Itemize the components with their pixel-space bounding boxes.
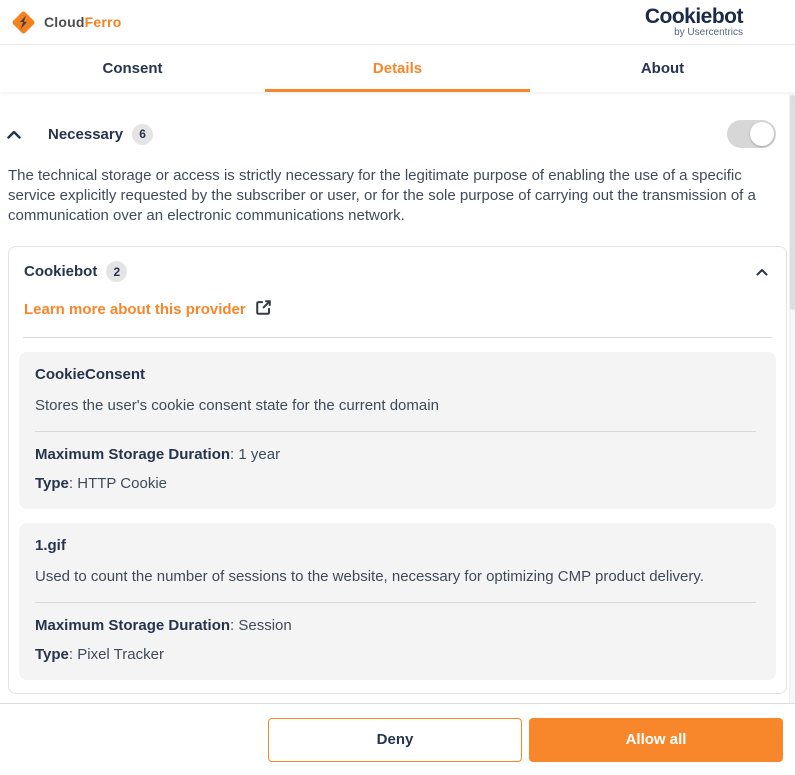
category-count-badge: 6 bbox=[132, 124, 153, 145]
cookie-divider bbox=[35, 602, 756, 603]
cookie-divider bbox=[35, 431, 756, 432]
banner-footer bbox=[0, 703, 795, 775]
provider-card-cookiebot bbox=[8, 246, 787, 694]
type-value: Pixel Tracker bbox=[77, 646, 164, 663]
learn-more-label: Learn more about this provider bbox=[24, 301, 246, 318]
cookie-card-1gif bbox=[19, 523, 776, 680]
cookiebot-wordmark: Cookiebot bbox=[644, 5, 743, 28]
provider-collapse-chevron-up-icon[interactable] bbox=[754, 264, 770, 280]
cookie-duration-row bbox=[35, 446, 762, 463]
colon-separator: : bbox=[68, 475, 78, 492]
cookie-card-cookieconsent bbox=[19, 352, 776, 509]
cookie-name: CookieConsent bbox=[35, 366, 146, 383]
type-value: HTTP Cookie bbox=[77, 475, 168, 492]
learn-more-provider-link[interactable] bbox=[24, 299, 272, 320]
external-link-icon bbox=[255, 299, 272, 320]
cookie-type-row bbox=[35, 475, 762, 492]
details-scroll-area bbox=[0, 92, 795, 775]
provider-count-badge: 2 bbox=[106, 261, 127, 282]
cloudferro-diamond-icon bbox=[10, 9, 37, 36]
cloudferro-word-cloud: Cloud bbox=[44, 14, 85, 30]
duration-label: Maximum Storage Duration bbox=[35, 617, 231, 634]
duration-value: 1 year bbox=[238, 446, 281, 463]
cookie-type-row bbox=[35, 646, 762, 663]
cloudferro-word-ferro: Ferro bbox=[84, 14, 122, 30]
tab-about[interactable]: About bbox=[640, 60, 685, 77]
cookie-description: Used to count the number of sessions to the website, necessary for optimizing CMP product delivery. bbox=[35, 568, 704, 585]
deny-button[interactable]: Deny bbox=[268, 718, 522, 762]
cloudferro-logo bbox=[10, 9, 121, 36]
collapse-chevron-up-icon[interactable] bbox=[6, 126, 22, 142]
tab-bar bbox=[0, 45, 795, 92]
category-title-necessary: Necessary bbox=[48, 125, 124, 143]
cookie-duration-row bbox=[35, 617, 762, 634]
duration-label: Maximum Storage Duration bbox=[35, 446, 231, 463]
duration-value: Session bbox=[238, 617, 292, 634]
banner-header bbox=[0, 0, 795, 45]
type-label: Type bbox=[35, 475, 69, 492]
cloudferro-wordmark bbox=[44, 14, 121, 30]
toggle-knob bbox=[750, 122, 774, 146]
provider-header bbox=[9, 247, 786, 282]
cookie-name: 1.gif bbox=[35, 537, 66, 554]
cookiebot-byline: by Usercentrics bbox=[674, 27, 743, 38]
colon-separator: : bbox=[230, 446, 239, 463]
colon-separator: : bbox=[230, 617, 239, 634]
cookie-description: Stores the user's cookie consent state for the current domain bbox=[35, 397, 439, 414]
type-label: Type bbox=[35, 646, 69, 663]
colon-separator: : bbox=[68, 646, 78, 663]
category-description: The technical storage or access is strictly necessary for the legitimate purpose of enabling the use of a specific service explicitly requested by the subscriber or user, or for the sole purpose of carrying out the transmission of a communication over an electronic communications network. bbox=[8, 167, 756, 224]
tab-details[interactable]: Details bbox=[265, 45, 530, 92]
tab-consent[interactable]: Consent bbox=[102, 60, 163, 77]
necessary-toggle-switch[interactable] bbox=[727, 120, 776, 148]
allow-all-button[interactable]: Allow all bbox=[529, 718, 783, 762]
provider-divider bbox=[23, 337, 772, 338]
scrollbar-track[interactable] bbox=[789, 92, 795, 703]
provider-name: Cookiebot bbox=[24, 263, 98, 280]
category-row-necessary bbox=[8, 120, 787, 148]
scrollbar-thumb[interactable] bbox=[790, 95, 795, 310]
cookiebot-logo bbox=[645, 6, 781, 38]
